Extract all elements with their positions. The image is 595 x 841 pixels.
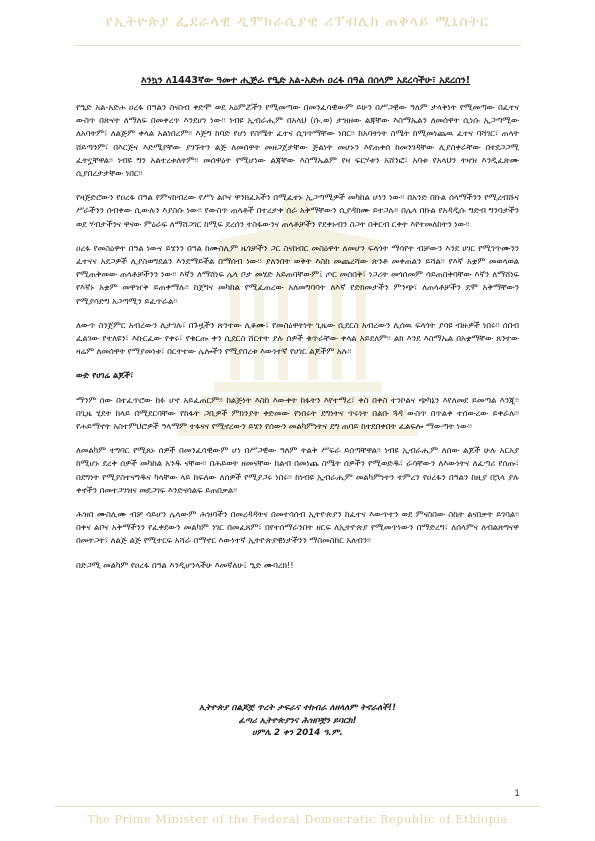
body-paragraph: ማንም ሰው በተፈጥሮው ከፉ ሆኖ አይፈጠርም፡፡ ከልጅነት እስከ እውቀት ከፋትን እየተማረ፣ ቀስ በቀስ ተንኮልና ጭካኔን እየለመደ ይመጣል እንጂ፡፡ በጊዜ ሂደት ከላይ በሚደርባቸው የከፋት ጋቢዎች ምክንያት ቀድመው የነበሩት ደግነትና ጥሩነት በልቡ ጓዳ ውስጥ በጥልቀ ተሰውረው ይቀራሉ፡፡ የሐይማኖት አስተምህሮዎች ዓላማም ተፋናና የሚኖረውን ይሄን የሰውን መልካምነትና ደግ ጠባይ ከተደበቀበት ፈልፍሎ ማውጣት ነው፡፡ — [76, 394, 519, 432]
header-divider — [74, 45, 521, 46]
footer-title: The Prime Minister of the Federal Democratic Republic of Ethiopia — [87, 813, 508, 826]
letter-heading: እንኳን ለ1443ኛው ዓመተ ሒጅራ የዒድ አል-አድሐ ዐረፋ በዓል በሰላም አደረሳችሁ፣ አደረሰን! — [140, 75, 471, 86]
page-number: 1 — [514, 789, 520, 799]
body-paragraph: የዛጅድሮውን የዐረፋ በዓል የምናከብረው የሥነ ልቦና ዋንክፈአችን በሚፈተኑ ኢጋጣሚዎች መካከል ሆነን ነው፡፡ በአንድ በኩል ሰላማችንን የሚረብሹና ሥራችንን ሰብቀው ሲውሉን እያስሱ ነው፡፡ የውስጥ ጠላቶች በተረታቀ ሰራ አቅማቸውን ሲያዳክሙ ይተጋሉ፡፡ በሌላ በኩል የአዳዲሱ ግድብ ግንባታችን ወደ ሃብታችንና ዋናው ምዕራፍ ለማሸጋገር ከሚፍ ደረሰን ተስፋውንና ጠላቶቻችን የደቀኑብን ስጋት በቅርብ ርቀት እየተመለከትን ነው፡፡ — [76, 192, 519, 229]
body-paragraph: ሕዝበ ሙስሊሙ ብቻ ሳይሆን ሌላውም ሕዝባችን በመረዳዳትና በመተሳሰብ ኢትዮጵያን ከፈተና እውጥተን ወደ ምናስበው ስኬት ልናበቃት ይገባል፡፡ በቀና ልቦና አቅማችንን የፈቀደውን መልካም ነገር በመፈጸም፣ በየተሰማራንበት ዘርፍ ለኢትዮጵያ የሚመጥነውን በማድረግ፣ ለሰላምና ለብልጽግናዋ በመትጋት፣ ለልጅ ልጅ የሚተርፍ አሻራ በማኖር እውነተኛ ኢትዮጵያዊነታችንን ማስመስከር አለብን፡፡ — [76, 509, 519, 546]
letterhead-title: የኢትዮጵያ ፌደራላዊ ዲሞክራሲያዊ ሪፐብሊክ ጠቅላይ ሚኒስትር — [105, 14, 490, 30]
signoff-date: ሀምሌ 2 ቀን 2014 ዓ.ም. — [252, 728, 343, 738]
body-paragraph: ለመልካም ተግባር የሚጸኑ ሰዎች በመንፈሳዊውም ሆነ በሥጋዊው ዓለም ትልቅ ሥፍራ ይሰጣቸዋል፡፡ ነብዩ ኢብራሒም ለሰው ልጆች ሁሉ አርአያ ከሚሆኑ ደረቅ ሰዎች መካከል አንዱ ናቸው፡፡ በሕይወት ዘመናቸው ከልብ በመነጨ ስሜት ሰዎችን የሚወድዱ፣ ራሳቸውን ለእውነትና ለፈጣሪ የሰጡ፣ በደግነት የሚያስተናግዱና ካላቸው ላይ ከፍለው ለሰዎች የሚያጋሩ ነበሩ፡፡ ከነብዩ ኢብራሒም መልካምነትን ተምረን የዐረፋን በዓልን ከዚያ በኋላ ያሉ ቀኖችን በመተጋገዝና መደጋገፍ እንድናሳልፍ ይጠበቃል፡፡ — [76, 445, 519, 495]
letter-body — [76, 101, 519, 582]
signoff-block — [76, 702, 519, 740]
footer-divider — [54, 806, 541, 807]
closing-line: በድጋሚ መልካም የዐረፋ በዓል እንዲሆንላችሁ እመኛለሁ፤ ዒድ ሙባረክ!! — [76, 559, 294, 570]
signoff-line: ኢትዮጵያ በልጆቿ ጥረት ታፍራና ተከብራ ለዘላለም ትኖራለች!! — [198, 703, 397, 713]
body-paragraph: ዐረፋ የመስዕዋት በዓል ነውና ይሄንን በዓል ከሙስሊም ዜጎቻችን ጋር ስናከብር መስዕዋት ለመሆን ፍላጎት ማሳየት ብቻውን እንደ ሀገር የሚገጥሙንን ፈተናና አደጋዎች ሊያስወግደልን እንደማይችል በማሰብ ነው፡፡ ያለንበት ወቅት እስከ መጨረሻው ጽንቶ መቀጠልን ይሻል፡፡ የእኛ አቋም መወላወል የሚጠቅመው ጠላቶቻችንን ነው፡፡ እኛን ለማሸነፍ ሌላ ቦታ መሄድ አይጠባቸውም፤ ጦር መሰበቅ፣ ነጋሪት መጎሰመም ሳይጠበቅባቸው እኛን ለማሸነፍ የእኛኑ አቋም መዋዠቅ ይጠቀማሉ፡፡ ከጀግና መካከል የሚፈጠረው አለመግባባት ለእኛ የድክመታችን ምንጭ፣ ለጠላቶቻችን ደሞ አቅማቸውን የሚያሳድግ አጋጣሚን ይፈጥራል፡፡ — [76, 242, 519, 306]
body-paragraph: የዒድ አል-አድሐ ዐረፋ በዓልን ስናስብ ቀድሞ ወደ አዕምሯችን የሚመጣው በመንፈሳዊውም ይሁን በሥጋዊው ዓለም ታላቅነት የሚመጣው በፈተና ውስጥ በጽናት ለማለፍ በመቀረጥ እንደሆነ ነው፡፡ ነብዩ ኢብራሒም በአላህ (ሱ.ወ) ታዝዘው ልጃቸው እስማኤልን ለመሰዋት ሲነሱ ኢጋጣሚው ለአባትም፣ ለልጅም ቀላል አልነበረም፡፡ እጅግ ከባድ የሆነ የስሜት ፈተና ሲገጥማቸው ነበር፡፡ ከአባትነት ስሜት ከሚመነጨዉ ፈተና ባሻገር፣ ጠላት ሸይጣንም፣ በእርጅና እድሜያቸው ያገኙትን ልጅ ለመሰዋት መዘጋጀታቸው ጅልነት መሆኑን እየጠቀሰ ከመንገዳቸው ሊያስቀራቸው በተደጋጋሚ ፈትኗቸዋል፡፡ ነብዩ ግን አልተረቱለትም፡፡ መሰዋዕት የሚሆነው ልጃቸው እስማኤልም የዛ ፍርሃቱን አሸንፎ፣ አባቱ የአላህን ትዛዝ እንዲፈጽሙ ሲያበረታታቸው ነበር፡፡ — [76, 102, 519, 179]
signoff-line: ፈጣሪ ኢትዮጵያንና ሕዝቦቿን ይባርክ! — [238, 715, 357, 726]
salutation-subheading: ውድ የሀገሬ ልጆች፣ — [76, 370, 134, 381]
body-paragraph: ለውጥ ስንጀምር አብረውን ሊታገሉ፣ በጉዟችን ጽንተው ሊቆሙ፣ የመስዕዋትነት ጊዜው ሲደርስ አብረውን ሊሰዉ ፍላጎት ያሳዩ ብዙዎች ነበሩ፡፡ ሰበብ ፈልገው የተለዩን፣ እኩርፈው የቀሩ፣ የቁርጡ ቀን ሲደርስ ሸርተት ያሉ ሰዎች ቁጥራቸው ቀላል አይደለም፡፡ ልክ እንደ እስማኤል በአቋማቸው ጸንተው ዛሬም ለመሰዋት የማያመነቱ፣ በርትተው ሌሎችን የሚያበረቱ እውነተኛ የሀገር ልጆችም አሉ፡፡ — [76, 319, 519, 357]
